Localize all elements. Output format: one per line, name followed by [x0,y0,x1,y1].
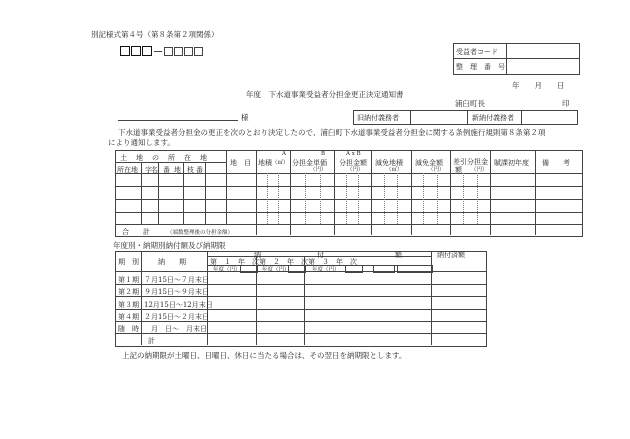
year4-input-box [373,265,395,273]
deadline-2: ９月15日～９月末日 [144,288,209,296]
reference-number-label: 整 理 番 号 [456,63,505,71]
reduction-area-header: 減免地積 [375,159,403,167]
net-amount-header: 差引分担金 [453,158,488,166]
issue-date: 年 月 日 [512,81,565,90]
deadline-header: 納 期 [158,258,186,266]
period-header: 期 別 [118,258,139,266]
unit-price-unit: （円） [310,167,327,173]
amount-header-2: 付 [317,251,324,259]
notice-title: 年度 下水道事業受益者分担金更正決定通知書 [246,90,404,99]
year2-header: 第 ２ 年 次 [259,258,308,266]
footer-note: 上記の納期限が土曜日、日曜日、休日に当たる場合は、その翌日を納期限とします。 [122,351,407,360]
year2-unit: 年度（円） [262,267,290,273]
reduction-area-unit: （㎡） [386,167,403,173]
year3-header: 第 ３ 年 次 [308,258,357,266]
eda-subheader: 枝 [187,166,194,174]
total-label: 合 計 [122,228,150,236]
ban-subheader: 番 [163,166,170,174]
issuer-name: 浦臼町長 [455,99,485,108]
amount-formula: A x B [346,151,361,157]
amount-header-1: 納 [254,251,261,259]
deadline-3: 12月15日～12月末日 [144,301,213,309]
addressee-suffix: 様 [241,113,249,122]
year1-header: 第 １ 年 次 [210,258,259,266]
reduction-amount-header: 減免金額 [415,159,443,167]
aza-subheader: 字 [145,166,152,174]
deadline-5: 月 日～ 月末日 [151,325,207,333]
amount-header: 分担金額 [339,159,367,167]
amount-unit: （円） [347,167,364,173]
beneficiary-code-label: 受益者コード [456,48,498,56]
remarks-header: 備 考 [542,159,570,167]
paid-header: 納付済額 [437,251,465,259]
reduction-amount-unit: （円） [428,167,445,173]
schedule-total-label: 計 [148,337,155,345]
area-header: 地積 [258,159,272,167]
notice-body-line2: により通知します。 [108,138,175,147]
chi-subheader: 地 [174,166,181,174]
location-subheader: 所在地 [117,166,138,174]
amount-header-3: 額 [395,251,402,259]
total-note: （端数整理後の分担金額） [167,230,234,236]
unit-price-header: 分担金単価 [292,159,327,167]
year1-unit: 年度（円） [213,267,241,273]
issuer-seal: 印 [562,99,570,108]
levy-year-header: 賦課初年度 [494,159,529,167]
unit-price-letter: B [321,151,326,157]
net-amount-unit: （円） [471,167,488,173]
notice-body-line1: 下水道事業受益者分担金の更正を次のとおり決定したので、浦臼町下水道事業受益者分担金に関する条例施行規則第８条第２項 [118,128,546,137]
period-2: 第２期 [118,288,139,296]
net-amount-header-2: 額 [455,166,462,174]
area-letter: A [282,151,286,157]
period-5: 随 時 [118,325,139,333]
ban2-subheader: 番 [196,166,203,174]
deadline-4: ２月15日～２月末日 [144,313,209,321]
mei-subheader: 名 [151,166,158,174]
period-3: 第３期 [118,301,139,309]
schedule-title: 年度別・納期別納付額及び納期限 [113,241,226,250]
area-unit: （㎡） [272,160,289,166]
form-title: 別記様式第４号（第８条第２項関係） [91,30,219,39]
postal-code-boxes [120,46,204,56]
old-obligor-label: 旧納付義務者 [357,114,399,122]
chimoku-header: 地 目 [230,159,251,167]
land-location-header: 土 地 の 所 在 地 [120,154,208,162]
period-1: 第１期 [118,276,139,284]
year3-unit: 年度（円） [312,267,340,273]
deadline-1: ７月15日～７月末日 [144,276,209,284]
new-obligor-label: 新納付義務者 [472,114,514,122]
period-4: 第４期 [118,313,139,321]
year5-input-box [397,265,433,273]
